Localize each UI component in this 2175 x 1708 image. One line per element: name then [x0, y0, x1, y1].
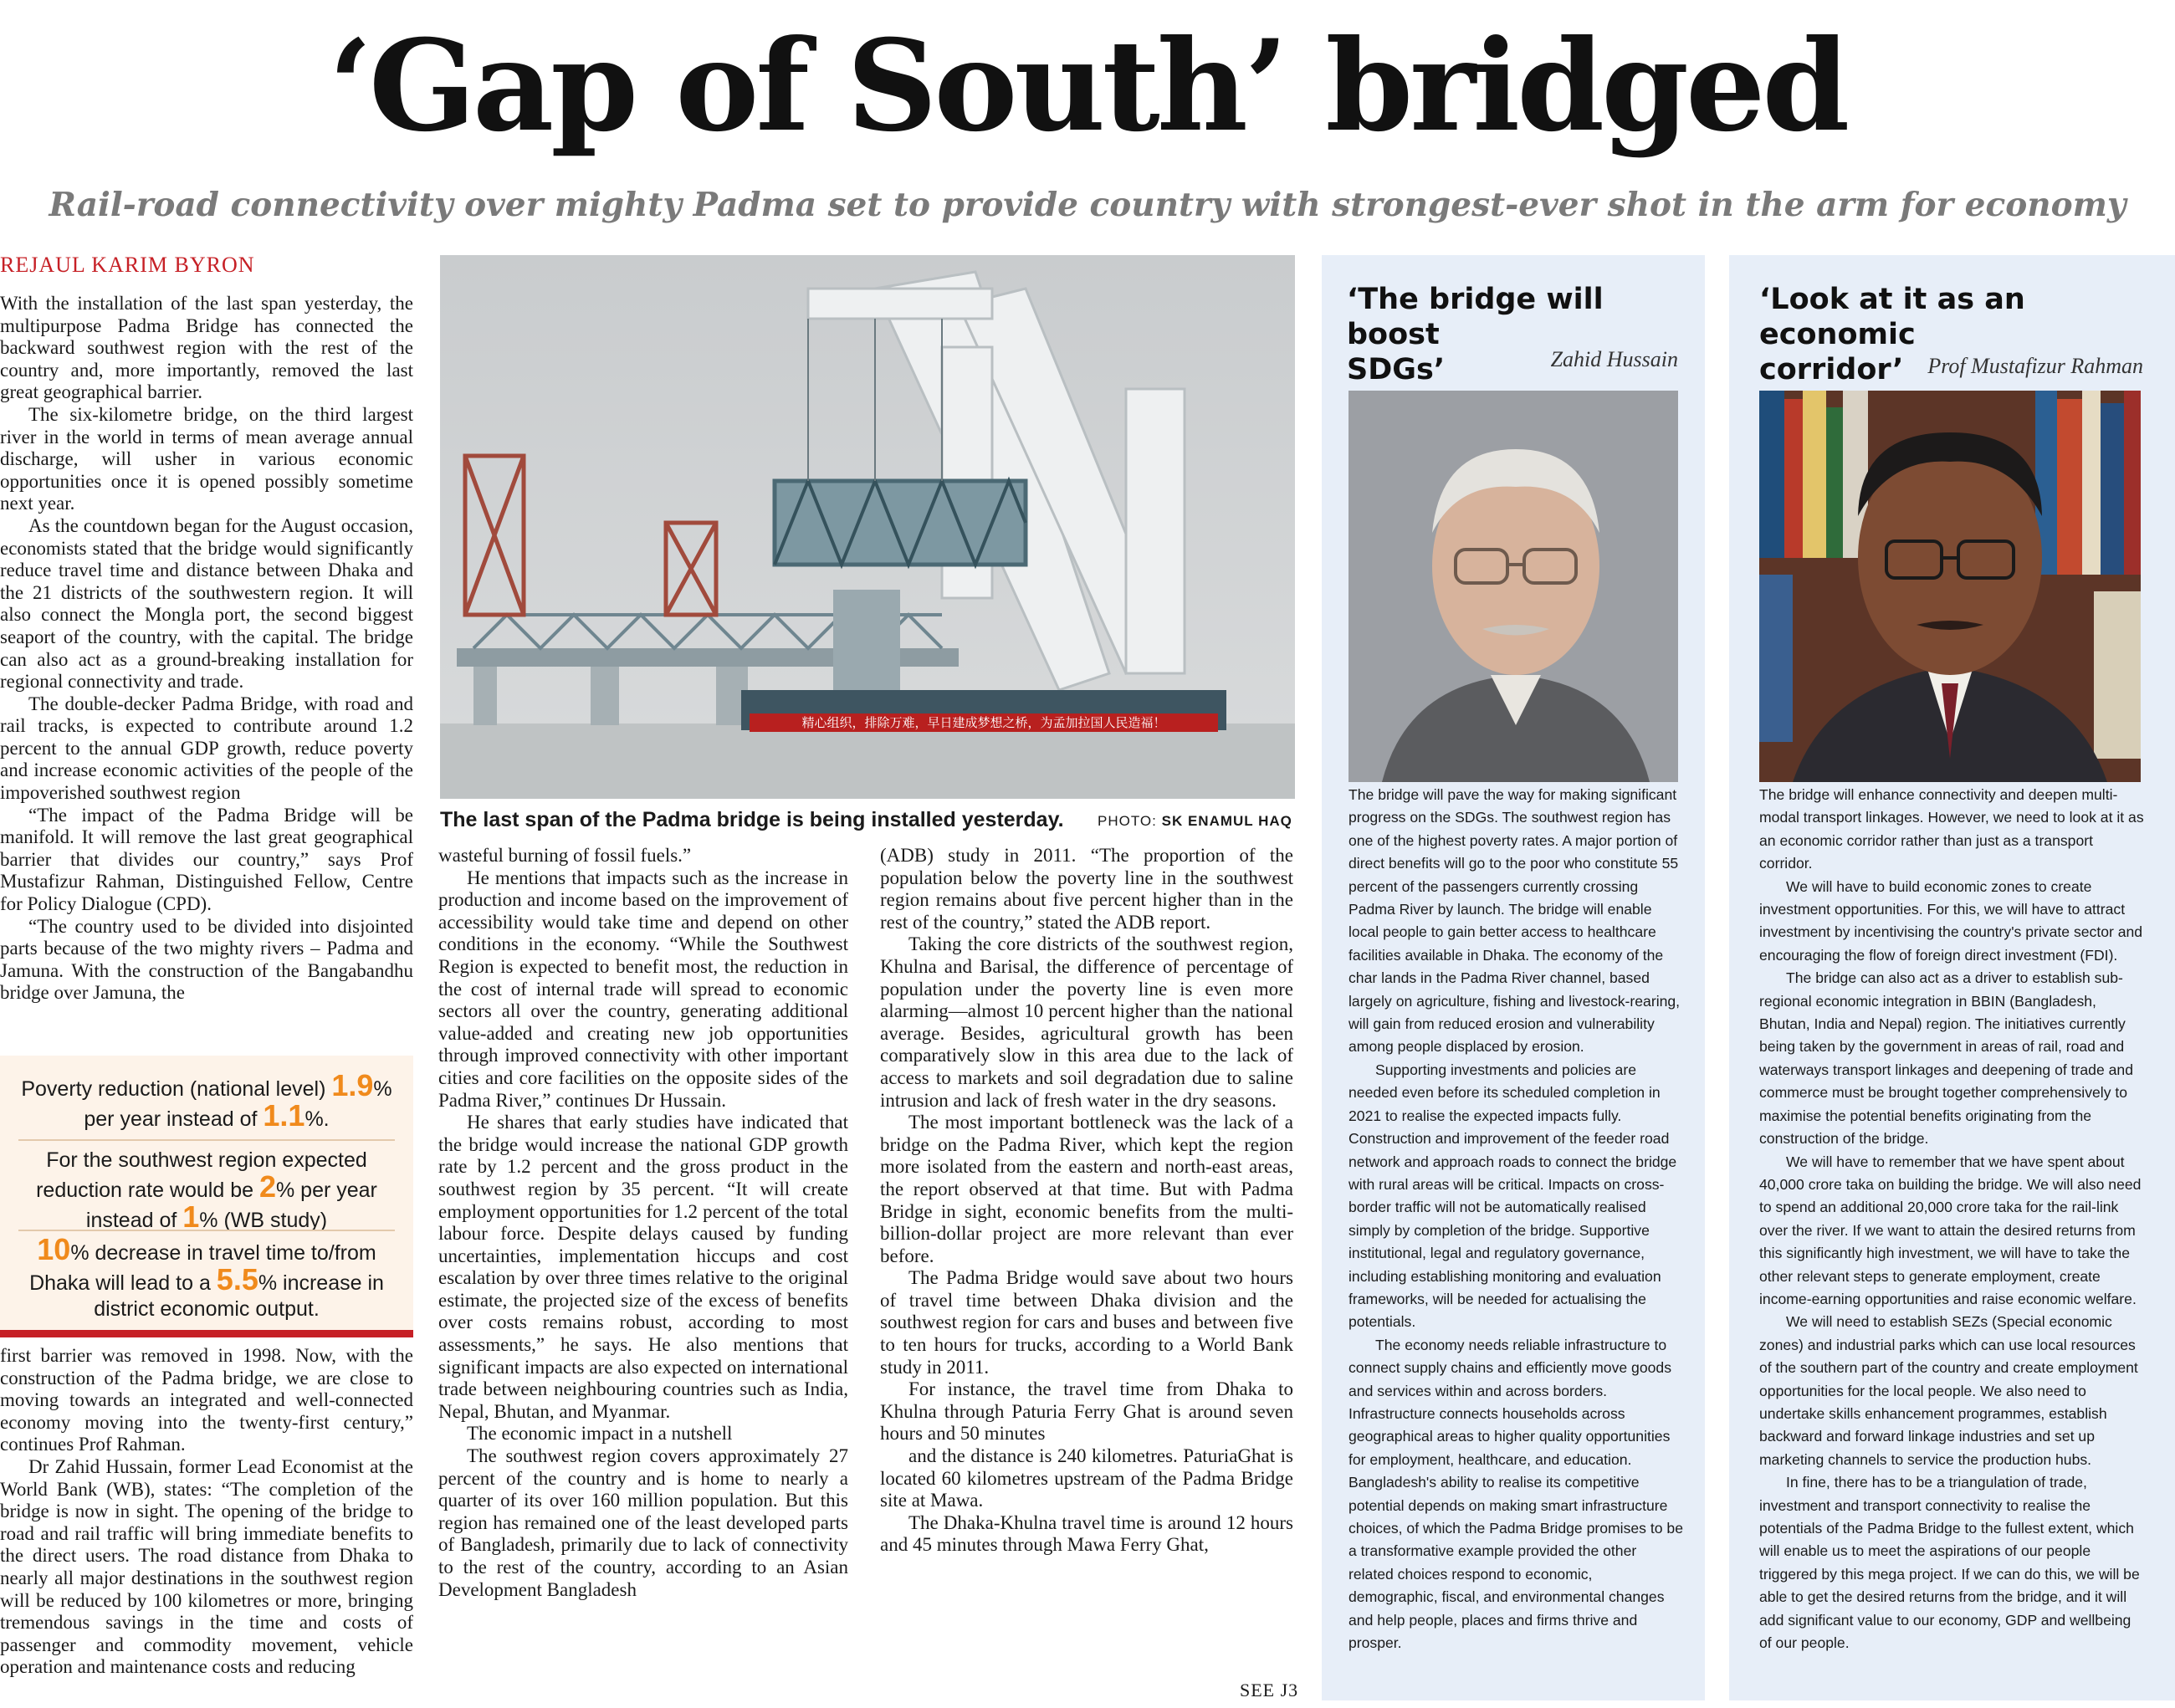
fact-text: For the southwest region expected reduction rate would be: [36, 1148, 367, 1202]
fact-number: 10: [37, 1232, 71, 1266]
panel-title-line: corridor’: [1759, 353, 1904, 386]
photo-credit: [1098, 813, 1292, 830]
story-paragraph: As the countdown began for the August occasion, economists stated that the bridge would significantly reduce travel time and distance between Dhaka and the 21 districts of the southwestern region. It will also connect the Mongla port, the second biggest seaport of the country, with the capital. The bridge can also act as a ground-breaking installation for regional connectivity and trade.: [0, 514, 413, 693]
continued-jump: SEE J3: [1240, 1680, 1299, 1700]
credit-name: SK ENAMUL HAQ: [1161, 813, 1292, 829]
panel-paragraph: The bridge can also act as a driver to establish sub-regional economic integration in BBIN (Bangladesh, Bhutan, India and Nepal) region. The initiatives currently being taken by the government in areas of rail, road and waterways transport linkages and deepening of trade and commerce must be brought together comprehensively to maximise the potential benefits originating from the construction of the bridge.: [1759, 969, 2133, 1148]
portrait-mustafizur-rahman: [1759, 391, 2141, 782]
opinion-panel-mustafizur-rahman: [1729, 255, 2175, 1700]
fact-text: % increase in district economic output.: [94, 1271, 384, 1321]
story-paragraph: “The country used to be divided into disjointed parts because of the two mighty rivers – Padma and Jamuna. With the construction of the Bangabandhu bridge over Jamuna, the: [0, 915, 413, 1004]
story-column-3: [880, 845, 1293, 1681]
fact-number: 1: [182, 1199, 200, 1234]
portrait-illustration: [1348, 391, 1678, 782]
fact-number: 2: [258, 1169, 276, 1204]
fact-text: %.: [304, 1107, 330, 1131]
story-paragraph: For instance, the travel time from Dhaka to Khulna through Paturia Ferry Ghat is around seven hours and 50 minutes: [880, 1378, 1293, 1445]
story-paragraph: He shares that early studies have indicated that the bridge would increase the national GDP growth rate by 1.2 percent and the gross product in the southwest region by 35 percent. “It will create employment opportunities for 1.2 percent of the total labour force. Despite delays caused by funding uncertainties, implementation hiccups and cost escalation by over three times relative to the original estimate, the projected size of the excess of benefits over costs remains robust, according to most assessments,” he says. He also mentions that significant impacts are also expected on international trade between neighbouring countries such as India, Nepal, Bhutan, and Myanmar.: [438, 1112, 848, 1422]
panel-title-line: ‘The bridge will boost: [1347, 283, 1604, 351]
fact-text: % per year instead of: [85, 1179, 377, 1232]
panel-author: Zahid Hussain: [1550, 347, 1678, 371]
fact-box: [0, 1056, 413, 1337]
story-column-1-bottom: [0, 1345, 413, 1706]
panel-author: Prof Mustafizur Rahman: [1927, 354, 2143, 378]
fact-text: % per year instead of: [84, 1077, 392, 1131]
story-paragraph: The double-decker Padma Bridge, with road and rail tracks, is expected to contribute around 1.2 percent to the annual GDP growth, reduce poverty and increase economic activities of the people of the impoverished southwest region: [0, 693, 413, 804]
panel-paragraph: We will have to remember that we have spent about 40,000 crore taka on building the bridge. We will also need to spend an additional 20,000 crore taka for the rail-link over the river. If we want to attain the desired returns from this significantly high investment, we will have to take the other relevant steps to generate employment, create income-earning opportunities and raise economic welfare.: [1759, 1153, 2142, 1307]
story-paragraph: The six-kilometre bridge, on the third largest river in the world in terms of mean average annual discharge, will usher in various economic opportunities once it is opened possibly sometime next year.: [0, 403, 413, 514]
story-paragraph: The southwest region covers approximately 27 percent of the country and is home to nearly a quarter of its over 160 million population. But this region has remained one of the least developed parts of Bangladesh, primarily due to lack of connectivity to the rest of the country, according to an Asian Development Bangladesh: [438, 1445, 848, 1600]
byline: REJAUL KARIM BYRON: [0, 253, 255, 277]
story-paragraph: (ADB) study in 2011. “The proportion of the population below the poverty line in the southwest region remains about five percent higher than in the rest of the country,” stated the ADB report.: [880, 845, 1293, 933]
panel-title-line: ‘Look at it as an economic: [1759, 283, 2025, 351]
panel-paragraph: We will need to establish SEZs (Special economic zones) and industrial parks which can use local resources of the southern part of the country and create employment opportunities for the local people. We also need to undertake skills enhancement programmes, establish backward and forward linkage industries and set up marketing channels to service the production hubs.: [1759, 1313, 2138, 1468]
headline: ‘Gap of South’ bridged: [328, 13, 1847, 160]
fact-number: 1.1: [263, 1098, 305, 1133]
panel-paragraph: We will have to build economic zones to create investment opportunities. For this, we will have to attract investment by incentivising the country's private sector and encouraging the flow of foreign direct investment (FDI).: [1759, 877, 2143, 964]
portrait-zahid-hussain: [1348, 391, 1678, 782]
story-paragraph: “The impact of the Padma Bridge will be manifold. It will remove the last great geographical barrier that divides our country,” says Prof Mustafizur Rahman, Distinguished Fellow, Centre for Policy Dialogue (CPD).: [0, 804, 413, 915]
panel-title-line: SDGs’: [1347, 353, 1446, 386]
panel-paragraph: In fine, there has to be a triangulation of trade, investment and transport connectivity to realise the potentials of the Padma Bridge to the fullest extent, which will enable us to meet the aspirations of our people triggered by this mega project. If we can do this, we will be able to get the desired returns from the bridge, and it will add significant value to our economy, GDP and wellbeing of our people.: [1759, 1474, 2140, 1652]
fact-number: 5.5: [216, 1262, 258, 1296]
panel-body: [1348, 784, 1683, 1654]
credit-label: PHOTO:: [1098, 813, 1157, 829]
story-paragraph: first barrier was removed in 1998. Now, with the construction of the Padma bridge, we are close to moving towards an integrated and well-connected economy moving into the twenty-first century,” continues Prof Rahman.: [0, 1345, 413, 1455]
story-paragraph: Taking the core districts of the southwest region, Khulna and Barisal, the difference of percentage of population under the poverty line is even more alarming—almost 10 percent higher than the national average. Besides, agricultural growth has been comparatively slow in this area due to the lack of access to markets and soil degradation due to saline intrusion and lack of fresh water in the dry seasons.: [880, 933, 1293, 1111]
fact-text: Poverty reduction (national level): [21, 1077, 332, 1101]
fact-travel-time: [18, 1230, 395, 1322]
story-paragraph: Dr Zahid Hussain, former Lead Economist at the World Bank (WB), states: “The completion of the bridge is now in sight. The opening of the bridge to road and rail traffic will bring immediate benefits to the direct users. The road distance from Dhaka to nearly all major destinations in the southwest region will be reduced by 100 kilometres or more, bringing tremendous savings in the time and costs of passenger and commodity movement, vehicle operation and maintenance costs and reducing: [0, 1455, 413, 1678]
fact-number: 1.9: [331, 1068, 374, 1102]
panel-paragraph: The economy needs reliable infrastructure to connect supply chains and efficiently move goods and services within and across borders. Infrastructure connects households across geographical areas to higher quality opportunities for employment, healthcare, and education. Bangladesh's ability to realise its competitive potential depends on making smart infrastructure choices, of which the Padma Bridge promises to be a transformative example provided the other related choices respond to economic, demographic, fiscal, and environmental changes and help people, places and firms thrive and prosper.: [1348, 1336, 1683, 1652]
story-paragraph: The most important bottleneck was the lack of a bridge on the Padma River, which kept the region more isolated from the eastern and north-east areas, the report observed at that time. But with Padma Bridge in sight, economic benefits from the multi-billion-dollar project are more relevant than ever before.: [880, 1112, 1293, 1266]
story-paragraph: and the distance is 240 kilometres. PaturiaGhat is located 60 kilometres upstream of the Padma Bridge site at Mawa.: [880, 1445, 1293, 1511]
story-paragraph: With the installation of the last span yesterday, the multipurpose Padma Bridge has connected the backward southwest region with the rest of the country and, more importantly, removed the last great geographical barrier.: [0, 293, 413, 403]
story-column-1-top: [0, 293, 413, 1033]
story-paragraph: wasteful burning of fossil fuels.”: [438, 845, 692, 866]
story-column-2: [438, 845, 848, 1706]
fact-text: % (WB study): [199, 1209, 328, 1232]
story-paragraph: The Padma Bridge would save about two hours of travel time between Dhaka division and the southwest region for cars and buses and between five to ten hours for trucks, according to a World Bank study in 2011.: [880, 1267, 1293, 1378]
fact-southwest-reduction: [18, 1139, 395, 1234]
story-paragraph: He mentions that impacts such as the increase in production and income based on the improvement of accessibility would take time and depend on other conditions in the economy. “While the Southwest Region is expected to benefit most, the reduction in the cost of internal trade will spread to economic sectors all over the country, generating additional value-added and creating new job opportunities through improved connectivity with other important cities and core facilities on the opposite sides of the Padma River,” continues Dr Hussain.: [438, 867, 848, 1111]
bridge-photo: [440, 255, 1295, 799]
story-subhead: The economic impact in a nutshell: [467, 1423, 733, 1445]
photo-caption: The last span of the Padma bridge is being installed yesterday.: [440, 808, 1064, 831]
panel-paragraph: The bridge will pave the way for making significant progress on the SDGs. The southwest region has one of the highest poverty rates. A major portion of direct benefits will go to the poor who constitute 55 percent of the passengers currently crossing Padma River by launch. The bridge will enable local people to gain better access to healthcare facilities available in Dhaka. The economy of the char lands in the Padma River channel, based largely on agriculture, fishing and livestock-rearing, will gain from reduced erosion and vulnerability among people displaced by erosion.: [1348, 786, 1681, 1056]
fact-poverty-national: [18, 1068, 395, 1133]
subheadline: Rail-road connectivity over mighty Padma set to provide country with strongest-ever shot in the arm for economy: [49, 186, 2126, 224]
opinion-panel-zahid-hussain: [1322, 255, 1705, 1700]
ship-banner-text: 精心组织，排除万难，早日建成梦想之桥，为孟加拉国人民造福！: [801, 715, 1166, 730]
panel-body: [1759, 784, 2144, 1654]
panel-paragraph: Supporting investments and policies are needed even before its scheduled completion in 2021 to realise the expected impacts fully. Construction and improvement of the feeder road network and approach roads to connect the bridge with rural areas will be critical. Impacts on cross-border traffic will not be automatically realised simply by completion of the bridge. Supportive institutional, legal and regulatory governance, including establishing monitoring and evaluation frameworks, will be needed for actualising the potentials.: [1348, 1061, 1677, 1331]
bridge-construction-illustration: [440, 255, 1295, 799]
portrait-illustration: [1759, 391, 2141, 782]
fact-text: % decrease in travel time to/from Dhaka will lead to a: [29, 1241, 376, 1295]
story-paragraph: The Dhaka-Khulna travel time is around 12 hours and 45 minutes through Mawa Ferry Ghat,: [880, 1511, 1293, 1556]
panel-paragraph: The bridge will enhance connectivity and deepen multi-modal transport linkages. However, we need to look at it as an economic corridor rather than just as a transport corridor.: [1759, 786, 2144, 872]
